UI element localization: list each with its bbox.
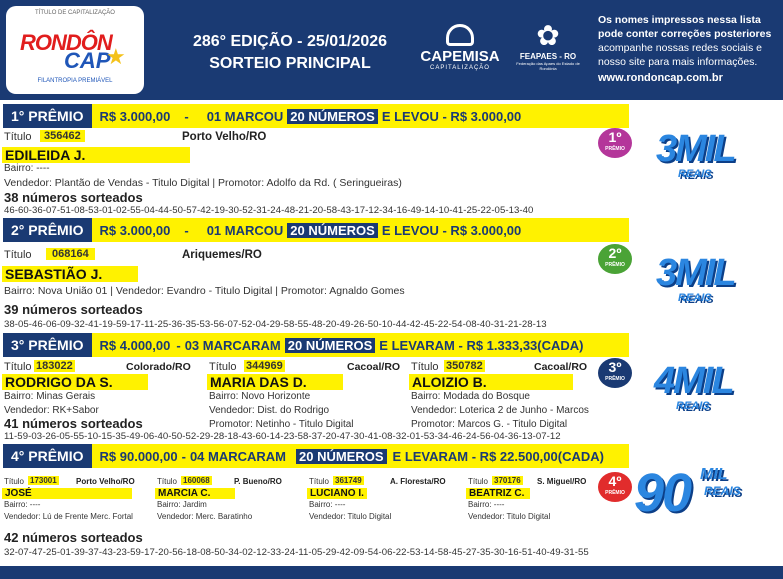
prize-3-w2-titulo: 344969 [246, 360, 283, 372]
prize-4-w2-bairro: Bairro: Jardim [157, 500, 207, 509]
edition-title: 286° EDIÇÃO - 25/01/2026 [192, 33, 388, 50]
prize-4-w3-bairro: Bairro: ---- [309, 500, 346, 509]
prize-4-w2-vendedor: Vendedor: Merc. Baratinho [157, 512, 253, 521]
rondoncap-logo [6, 6, 144, 94]
draw-title: SORTEIO PRINCIPAL [209, 55, 371, 72]
prize-4-w1-name: JOSÉ [2, 488, 132, 499]
prize-3-numbers: 11-59-03-26-05-55-10-15-35-49-06-40-50-52-29-28-18-43-60-14-23-58-37-20-47-30-41-08-32-01-53-34-46-24-56-04-36-13-07-12 [4, 431, 561, 442]
prize-3-w2-promotor: Promotor: Netinho - Titulo Digital [209, 419, 354, 430]
prize-2-details: Bairro: Nova União 01 | Vendedor: Evandro - Titulo Digital | Promotor: Agnaldo Gomes [4, 285, 405, 297]
prize-4-w4-name: BEATRIZ C. [466, 488, 530, 499]
prize-2-count: 39 números sorteados [4, 302, 143, 317]
prize-4-dash: - [181, 448, 186, 464]
prize-3-w2-vendedor: Vendedor: Dist. do Rodrigo [209, 405, 330, 416]
prize-3-highlight: 20 NÚMEROS [285, 338, 376, 353]
prize-2-badge-num: 2º [608, 245, 622, 261]
prize-4-w3-titulo-label: Título [309, 477, 330, 486]
prize-1-value: R$ 3.000,00 [99, 108, 171, 124]
prize-3-badge-num: 3º [608, 359, 622, 375]
prize-1-bar [3, 104, 629, 128]
prize-1-bairro: Bairro: ---- [4, 163, 50, 174]
header [0, 0, 783, 100]
prize-2-badge-text: PRÊMIO [605, 262, 625, 268]
capemisa-mark-icon [446, 24, 474, 46]
prize-2-badge [598, 244, 632, 274]
prize-3-w1-titulo-label: Título [4, 361, 32, 373]
prize-3-amount-graphic [654, 360, 733, 412]
prize-3-count: 41 números sorteados [4, 416, 143, 431]
logo-sub-text: FILANTROPIA PREMIÁVEL [37, 78, 113, 84]
logo-brand-a: RONDÔN [20, 30, 112, 55]
prize-2-dash: - [184, 222, 189, 238]
prize-3-dash: - [176, 337, 181, 353]
prize-3-big-sub: REAIS [676, 400, 710, 412]
prize-4-w2-name: MARCIA C. [155, 488, 235, 499]
flower-icon: ✿ [536, 20, 560, 51]
notice-text: acompanhe nossas redes sociais e nosso site para mais informações. [598, 42, 763, 68]
footer-bar [0, 566, 783, 579]
prize-3-badge-text: PRÊMIO [605, 376, 625, 382]
prize-2-label: 2° PRÊMIO [3, 218, 92, 242]
prize-2-tail: E LEVOU - R$ 3.000,00 [381, 222, 522, 238]
prize-2-highlight: 20 NÚMEROS [287, 223, 378, 238]
feapaes-logo [516, 20, 580, 71]
prize-3-w2-bairro: Bairro: Novo Horizonte [209, 391, 311, 402]
prize-1-big-sub: REAIS [678, 168, 712, 180]
prize-1-dash: - [184, 108, 189, 124]
prize-1-tail: E LEVOU - R$ 3.000,00 [381, 108, 522, 124]
prize-2-name: SEBASTIÃO J. [2, 266, 138, 282]
prize-3-w3-name: ALOIZIO B. [409, 374, 573, 390]
prize-4-w3-titulo: 361749 [335, 476, 362, 485]
prize-2-big-sub: REAIS [678, 292, 712, 304]
prize-4-label: 4° PRÊMIO [3, 444, 92, 468]
prize-3-w3-vendedor: Vendedor: Loterica 2 de Junho - Marcos [411, 405, 589, 416]
prize-4-amount-graphic [634, 462, 741, 524]
prize-1-desc: 01 MARCOU [206, 108, 284, 124]
prize-4-w4-titulo-label: Título [468, 477, 489, 486]
prize-1-name: EDILEIDA J. [2, 147, 190, 163]
prize-3-w1-vendedor: Vendedor: RK+Sabor [4, 405, 99, 416]
prize-1-amount-graphic [656, 128, 735, 180]
prize-3-w3-titulo: 350782 [446, 360, 483, 372]
prize-4-value: R$ 90.000,00 [99, 448, 178, 464]
prize-3-value: R$ 4.000,00 [99, 337, 171, 353]
star-icon: ★ [106, 44, 126, 69]
prize-3-w3-promotor: Promotor: Marcos G. - Titulo Digital [411, 419, 568, 430]
prize-1-vendedor: Vendedor: Plantão de Vendas - Titulo Digital | Promotor: Adolfo da Rd. ( Seringueiras) [4, 177, 402, 189]
prize-1-badge-text: PRÊMIO [605, 146, 625, 152]
prize-4-badge-text: PRÊMIO [605, 490, 625, 496]
prize-2-titulo: 068164 [46, 248, 95, 260]
prize-4-bar [3, 444, 629, 468]
prize-3-desc: 03 MARCARAM [184, 337, 281, 353]
prize-4-w2-titulo-label: Título [157, 477, 178, 486]
prize-3-w1-bairro: Bairro: Minas Gerais [4, 391, 96, 402]
prize-4-badge-num: 4º [608, 473, 622, 489]
prize-3-big: 4MIL [654, 360, 733, 402]
prize-2-city: Ariquemes/RO [182, 249, 262, 261]
prize-1-titulo: 356462 [40, 130, 85, 142]
capemisa-name: CAPEMISA [420, 48, 500, 65]
prize-4-badge [598, 472, 632, 502]
prize-4-big-b: REAIS [704, 484, 741, 498]
prize-3-w3-titulo-label: Título [411, 361, 439, 373]
logo-brand-b: CAP [64, 48, 111, 73]
prize-4-big-a: MIL [700, 466, 728, 483]
prize-3-w3-city: Cacoal/RO [534, 361, 588, 373]
prize-3-w2-name: MARIA DAS D. [207, 374, 343, 390]
prize-4-w1-city: Porto Velho/RO [76, 477, 135, 486]
prize-4-w1-vendedor: Vendedor: Lú de Frente Merc. Fortal [4, 512, 133, 521]
prize-2-value: R$ 3.000,00 [99, 222, 171, 238]
prize-4-w1-titulo: 173001 [30, 476, 57, 485]
prize-4-w3-vendedor: Vendedor: Titulo Digital [309, 512, 392, 521]
capemisa-sub: CAPITALIZAÇÃO [430, 65, 490, 71]
prize-3-w1-titulo: 183022 [36, 360, 73, 372]
prize-4-w1-titulo-label: Título [4, 477, 25, 486]
prize-3-w2-titulo-label: Título [209, 361, 237, 373]
edition-block [170, 31, 410, 75]
prize-4-desc: 04 MARCARAM [189, 448, 286, 464]
prize-2-titulo-label: Título [4, 249, 32, 261]
prize-1-city: Porto Velho/RO [182, 131, 267, 143]
prize-1-badge [598, 128, 632, 158]
notice-bold: Os nomes impressos nessa lista pode conter correções posteriores [598, 14, 772, 40]
prize-4-w3-name: LUCIANO I. [307, 488, 367, 499]
prize-3-w2-city: Cacoal/RO [347, 361, 401, 373]
prize-4-tail: E LEVARAM - R$ 22.500,00(CADA) [392, 448, 604, 464]
prize-4-numbers: 32-07-47-25-01-39-37-43-23-59-17-20-56-18-08-50-34-02-12-33-24-11-05-29-42-09-54-06-22-53-14-58-45-27-35-30-16-51-40-49-31-55 [4, 547, 589, 558]
site-link[interactable]: www.rondoncap.com.br [598, 72, 723, 84]
prize-1-label: 1° PRÊMIO [3, 104, 92, 128]
prize-1-numbers: 46-60-36-07-51-08-53-01-02-55-04-44-50-57-42-19-30-52-31-24-48-21-20-58-43-17-12-34-16-49-14-10-41-25-22-05-13-40 [4, 205, 534, 216]
prize-4-w3-city: A. Floresta/RO [390, 477, 446, 486]
prize-4-w4-vendedor: Vendedor: Titulo Digital [468, 512, 551, 521]
prize-1-badge-num: 1º [608, 129, 622, 145]
prize-3-badge [598, 358, 632, 388]
prize-4-w2-city: P. Bueno/RO [234, 477, 282, 486]
prize-1-titulo-label: Título [4, 131, 32, 143]
prize-4-highlight: 20 NÚMEROS [296, 449, 387, 464]
prize-4-w2-titulo: 160068 [183, 476, 210, 485]
prize-3-w1-city: Colorado/RO [126, 361, 191, 373]
prize-4-w4-bairro: Bairro: ---- [468, 500, 505, 509]
feapaes-name: FEAPAES - RO [519, 52, 577, 61]
prize-3-label: 3° PRÊMIO [3, 333, 92, 357]
prize-3-bar [3, 333, 629, 357]
prize-2-bar [3, 218, 629, 242]
notice [598, 13, 780, 85]
prize-1-highlight: 20 NÚMEROS [287, 109, 378, 124]
feapaes-sub: Federação das Apaes do Estado de Rondônia [516, 61, 580, 71]
prize-1-count: 38 números sorteados [4, 190, 143, 205]
capemisa-logo [420, 24, 500, 71]
prize-3-tail: E LEVARAM - R$ 1.333,33(CADA) [379, 337, 584, 353]
logo-top-text: TÍTULO DE CAPITALIZAÇÃO [35, 10, 115, 16]
prize-4-w1-bairro: Bairro: ---- [4, 500, 41, 509]
prize-2-numbers: 38-05-46-06-09-32-41-19-59-17-11-25-36-35-53-56-07-52-04-29-58-55-48-20-49-26-50-10-44-42-45-22-54-08-40-31-21-28-13 [4, 319, 547, 330]
prize-2-desc: 01 MARCOU [206, 222, 284, 238]
prize-3-w3-bairro: Bairro: Modada do Bosque [411, 391, 530, 402]
prize-1-big: 3MIL [656, 128, 735, 170]
prize-4-w4-city: S. Miguel/RO [537, 477, 587, 486]
prize-3-w1-name: RODRIGO DA S. [2, 374, 148, 390]
prize-2-big: 3MIL [656, 252, 735, 294]
prize-4-count: 42 números sorteados [4, 530, 143, 545]
prize-2-amount-graphic [656, 252, 735, 304]
prize-4-w4-titulo: 370176 [494, 476, 521, 485]
prize-4-big: 90 [634, 463, 691, 523]
